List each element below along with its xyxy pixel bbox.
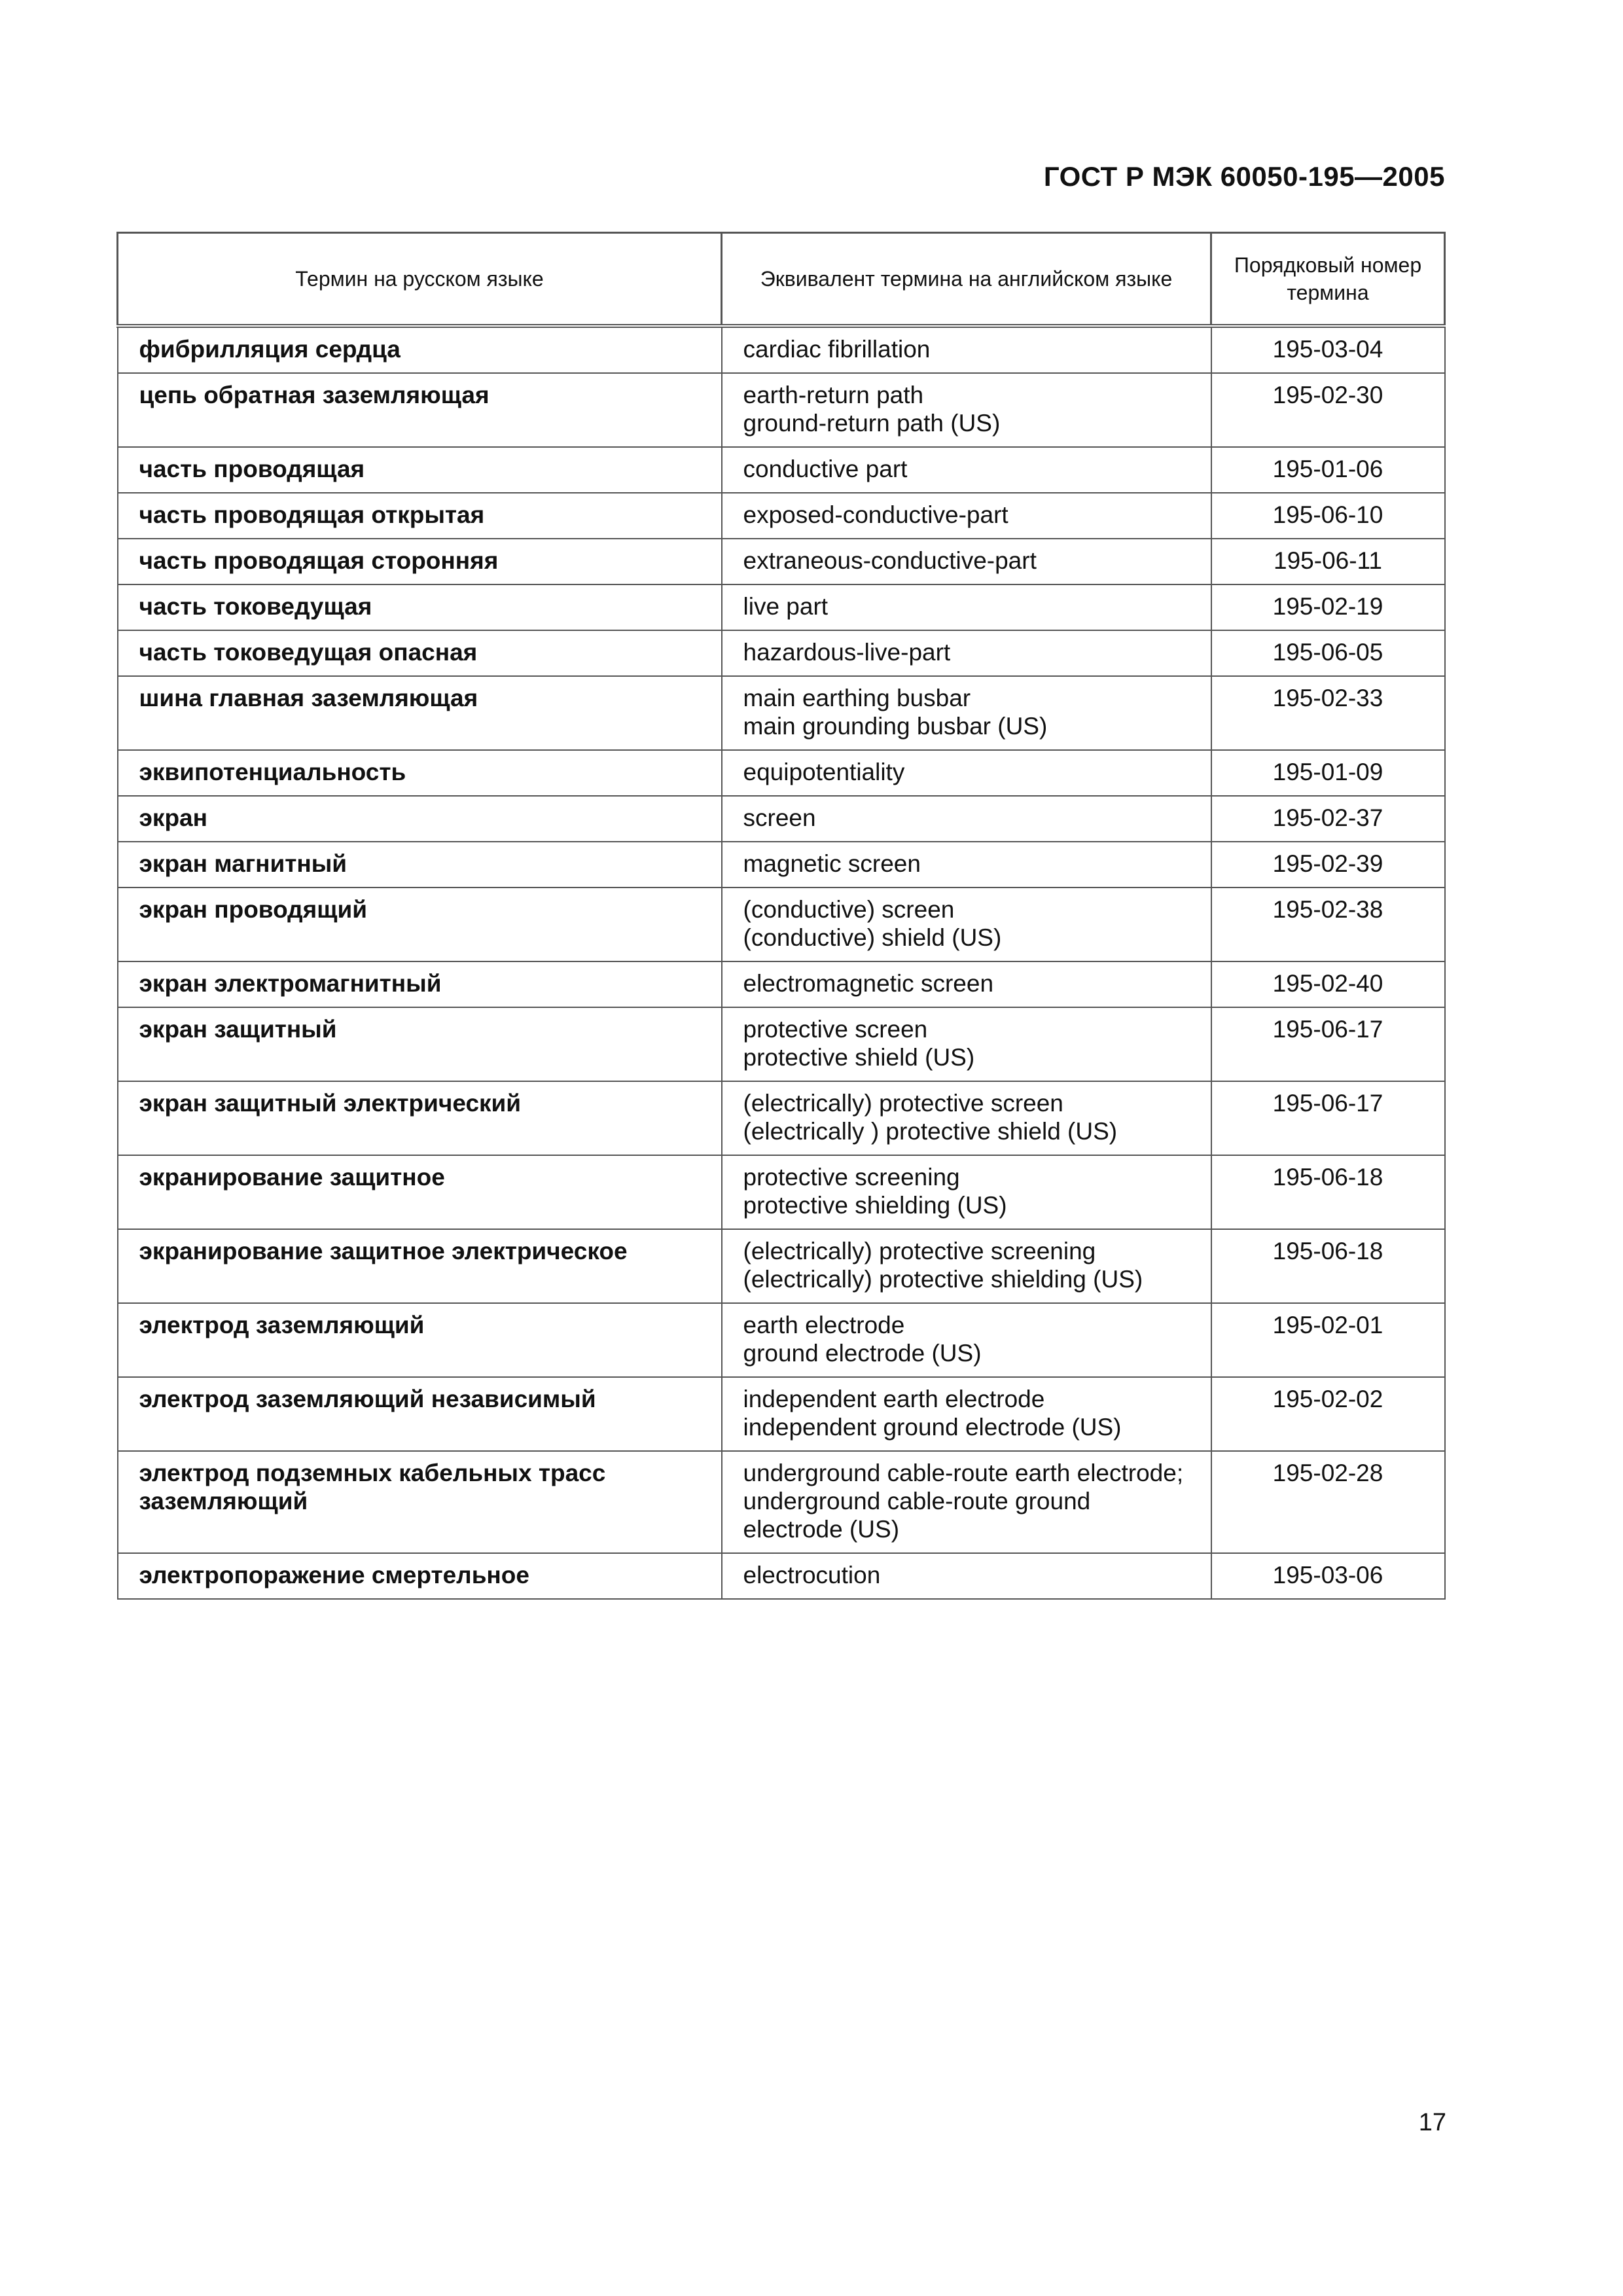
english-term-cell: independent earth electrode independent ground electrode (US) <box>722 1377 1211 1451</box>
english-term-cell: exposed-conductive-part <box>722 493 1211 539</box>
russian-term-cell: экран <box>118 796 722 842</box>
russian-term-cell: цепь обратная заземляющая <box>118 373 722 447</box>
table-row <box>118 1007 1445 1081</box>
english-term-cell: (electrically) protective screening (electrically) protective shielding (US) <box>722 1229 1211 1303</box>
english-term-cell: (electrically) protective screen (electrically ) protective shield (US) <box>722 1081 1211 1155</box>
term-number-cell: 195-02-01 <box>1211 1303 1445 1377</box>
table-row <box>118 961 1445 1007</box>
english-term-cell: electrocution <box>722 1553 1211 1599</box>
english-term-cell: underground cable-route earth electrode; underground cable-route ground electrode (US) <box>722 1451 1211 1553</box>
english-term-cell: cardiac fibrillation <box>722 326 1211 373</box>
table-header-row <box>118 233 1445 327</box>
table-row <box>118 584 1445 630</box>
table-row <box>118 1553 1445 1599</box>
table-row <box>118 1081 1445 1155</box>
term-number-cell: 195-02-30 <box>1211 373 1445 447</box>
russian-term-cell: часть проводящая <box>118 447 722 493</box>
english-term-cell: magnetic screen <box>722 842 1211 888</box>
russian-term-cell: часть проводящая открытая <box>118 493 722 539</box>
table-row <box>118 888 1445 961</box>
english-term-cell: electromagnetic screen <box>722 961 1211 1007</box>
term-number-cell: 195-02-28 <box>1211 1451 1445 1553</box>
table-row <box>118 1377 1445 1451</box>
table-row <box>118 676 1445 750</box>
term-number-cell: 195-01-06 <box>1211 447 1445 493</box>
russian-term-cell: часть токоведущая опасная <box>118 630 722 676</box>
russian-term-cell: часть проводящая сторонняя <box>118 539 722 584</box>
term-number-cell: 195-06-17 <box>1211 1081 1445 1155</box>
term-number-cell: 195-01-09 <box>1211 750 1445 796</box>
page-number: 17 <box>1418 2109 1446 2136</box>
standard-designation: ГОСТ Р МЭК 60050-195—2005 <box>1043 161 1445 192</box>
english-term-cell: protective screening protective shielding (US) <box>722 1155 1211 1229</box>
terms-table <box>116 232 1446 1600</box>
russian-term-cell: электрод подземных кабельных трасс заземляющий <box>118 1451 722 1553</box>
russian-term-cell: фибрилляция сердца <box>118 326 722 373</box>
term-number-cell: 195-02-02 <box>1211 1377 1445 1451</box>
english-term-cell: live part <box>722 584 1211 630</box>
table-body <box>118 326 1445 1599</box>
russian-term-cell: эквипотенциальность <box>118 750 722 796</box>
term-number-cell: 195-03-06 <box>1211 1553 1445 1599</box>
term-number-cell: 195-06-18 <box>1211 1229 1445 1303</box>
russian-term-cell: электрод заземляющий независимый <box>118 1377 722 1451</box>
english-term-cell: screen <box>722 796 1211 842</box>
english-term-cell: equipotentiality <box>722 750 1211 796</box>
table-row <box>118 1229 1445 1303</box>
english-term-cell: earth-return path ground-return path (US) <box>722 373 1211 447</box>
russian-term-cell: экран защитный <box>118 1007 722 1081</box>
term-number-cell: 195-03-04 <box>1211 326 1445 373</box>
column-header-russian-term: Термин на русском языке <box>118 233 722 327</box>
russian-term-cell: часть токоведущая <box>118 584 722 630</box>
russian-term-cell: экранирование защитное электрическое <box>118 1229 722 1303</box>
english-term-cell: hazardous-live-part <box>722 630 1211 676</box>
english-term-cell: (conductive) screen (conductive) shield (US) <box>722 888 1211 961</box>
column-header-english-equivalent: Эквивалент термина на английском языке <box>722 233 1211 327</box>
english-term-cell: extraneous-conductive-part <box>722 539 1211 584</box>
table-row <box>118 842 1445 888</box>
table-row <box>118 447 1445 493</box>
term-number-cell: 195-06-17 <box>1211 1007 1445 1081</box>
term-number-cell: 195-02-19 <box>1211 584 1445 630</box>
russian-term-cell: экран проводящий <box>118 888 722 961</box>
column-header-term-number: Порядковый номер термина <box>1211 233 1445 327</box>
english-term-cell: conductive part <box>722 447 1211 493</box>
table-row <box>118 493 1445 539</box>
russian-term-cell: экранирование защитное <box>118 1155 722 1229</box>
term-number-cell: 195-06-11 <box>1211 539 1445 584</box>
english-term-cell: main earthing busbar main grounding busbar (US) <box>722 676 1211 750</box>
table-row <box>118 373 1445 447</box>
table-row <box>118 1303 1445 1377</box>
russian-term-cell: электрод заземляющий <box>118 1303 722 1377</box>
table-row <box>118 1451 1445 1553</box>
russian-term-cell: экран электромагнитный <box>118 961 722 1007</box>
term-number-cell: 195-02-39 <box>1211 842 1445 888</box>
english-term-cell: earth electrode ground electrode (US) <box>722 1303 1211 1377</box>
term-number-cell: 195-02-38 <box>1211 888 1445 961</box>
russian-term-cell: экран защитный электрический <box>118 1081 722 1155</box>
table-row <box>118 1155 1445 1229</box>
table-row <box>118 796 1445 842</box>
russian-term-cell: шина главная заземляющая <box>118 676 722 750</box>
english-term-cell: protective screen protective shield (US) <box>722 1007 1211 1081</box>
term-number-cell: 195-02-37 <box>1211 796 1445 842</box>
table-row <box>118 750 1445 796</box>
term-number-cell: 195-02-33 <box>1211 676 1445 750</box>
term-number-cell: 195-06-05 <box>1211 630 1445 676</box>
table-row <box>118 630 1445 676</box>
russian-term-cell: экран магнитный <box>118 842 722 888</box>
russian-term-cell: электропоражение смертельное <box>118 1553 722 1599</box>
term-number-cell: 195-06-18 <box>1211 1155 1445 1229</box>
table-row <box>118 539 1445 584</box>
term-number-cell: 195-02-40 <box>1211 961 1445 1007</box>
table-row <box>118 326 1445 373</box>
term-number-cell: 195-06-10 <box>1211 493 1445 539</box>
